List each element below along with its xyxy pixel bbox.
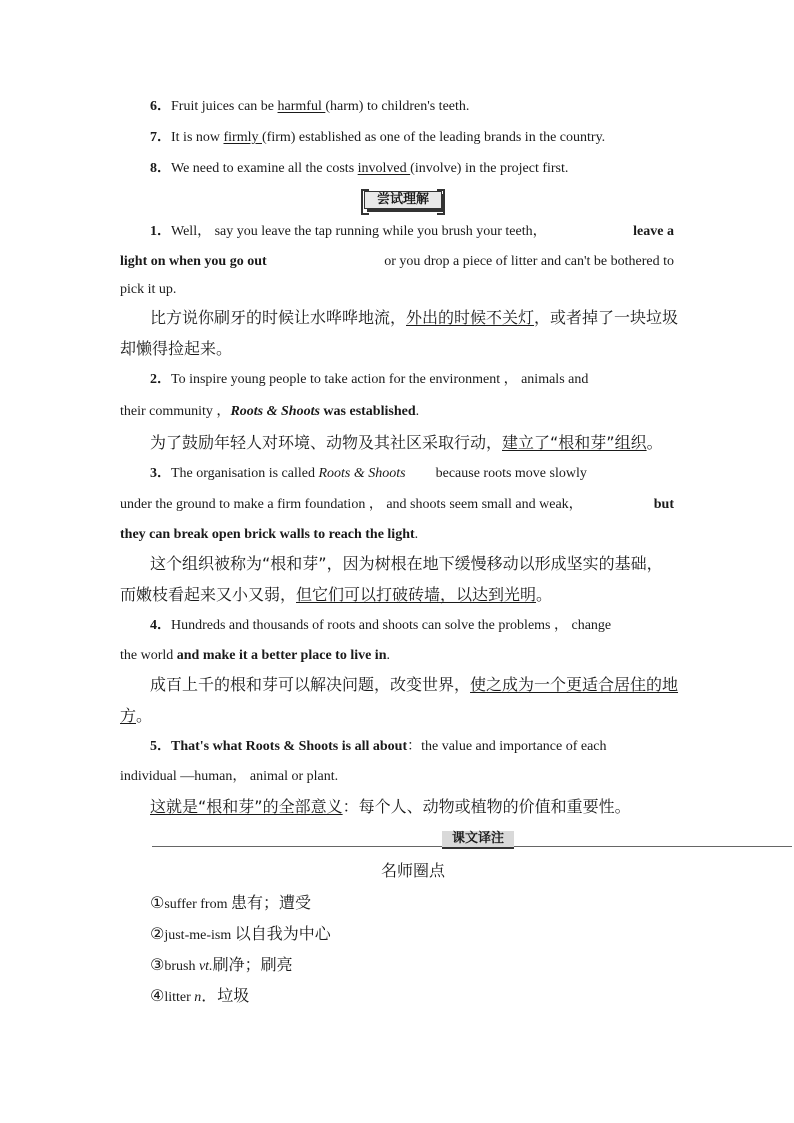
item-text: We need to examine all the costs xyxy=(171,161,358,176)
note-mark: ④ xyxy=(150,986,165,1005)
translation-text: 。 xyxy=(536,585,553,604)
sentence-1-translation-line-2 xyxy=(120,339,232,359)
note-item-2 xyxy=(150,924,331,946)
sentence-5-translation xyxy=(150,797,631,817)
sentence-number: 1． xyxy=(150,224,171,239)
sentence-1-translation-line-1 xyxy=(150,308,678,328)
sentence-text: their community ， xyxy=(120,404,231,419)
sentence-text: . xyxy=(386,648,390,663)
sentence-text: individual —human， animal or plant. xyxy=(120,769,339,784)
note-term: just-me-ism xyxy=(164,928,235,943)
sentence-3-line-2 xyxy=(120,495,674,515)
sentence-number: 4． xyxy=(150,618,171,633)
sentence-number: 5． xyxy=(150,739,171,754)
sentence-text: because roots move slowly xyxy=(435,466,587,481)
sentence-key-phrase: and make it a better place to live in xyxy=(176,648,387,663)
note-item-4 xyxy=(150,986,249,1008)
translation-text: 。 xyxy=(646,433,663,452)
sentence-1-line-1 xyxy=(120,222,674,242)
exercise-item-7 xyxy=(150,128,605,148)
note-mark: ③ xyxy=(150,955,165,974)
sentence-5-line-2 xyxy=(120,767,338,787)
section-title-annotations: 课文译注 xyxy=(442,831,514,849)
translation-key: 但它们可以打破砖墙，以达到光明 xyxy=(296,585,537,604)
item-text: Fruit juices can be xyxy=(171,99,278,114)
sentence-text: the world xyxy=(120,648,177,663)
translation-text: 而嫩枝看起来又小又弱， xyxy=(120,585,297,604)
sentence-2-line-1 xyxy=(150,370,588,390)
sentence-4-translation-line-1 xyxy=(150,675,678,695)
sentence-1-line-2 xyxy=(120,252,674,272)
sentence-4-translation-line-2 xyxy=(120,706,152,726)
item-text: It is now xyxy=(171,130,224,145)
translation-text: ，或者掉了一块垃圾 xyxy=(534,308,679,327)
note-part-of-speech: n xyxy=(194,990,202,1005)
item-number: 7． xyxy=(150,130,171,145)
note-part-of-speech: vt. xyxy=(198,959,213,974)
item-hint: (harm) to children's teeth. xyxy=(325,99,470,114)
sentence-text: under the ground to make a firm foundation ， and shoots seem small and weak， xyxy=(120,497,583,512)
sentence-3-line-3 xyxy=(120,525,418,545)
translation-text: ：每个人、动物或植物的价值和重要性。 xyxy=(342,797,631,816)
item-answer: involved xyxy=(357,161,411,176)
note-mark: ② xyxy=(150,924,165,943)
translation-key: 外出的时候不关灯 xyxy=(406,308,535,327)
sentence-key-name: Roots & Shoots xyxy=(318,466,406,481)
bracket-left xyxy=(361,189,369,215)
sentence-1-line-3 xyxy=(120,280,176,300)
note-meaning: ．垃圾 xyxy=(201,986,250,1005)
translation-key: 方 xyxy=(120,706,137,725)
sentence-text: pick it up. xyxy=(120,282,177,297)
sentence-key-phrase: but xyxy=(653,497,674,512)
sentence-text: The organisation is called xyxy=(171,466,319,481)
note-term: suffer from xyxy=(164,897,231,912)
sentence-key-phrase: they can break open brick walls to reach the light xyxy=(120,527,415,542)
bracket-right xyxy=(437,189,445,215)
section-title-text: 尝试理解 xyxy=(377,192,430,207)
sentence-text: . xyxy=(415,404,420,419)
translation-text: 比方说你刷牙的时候让水哗哗地流， xyxy=(150,308,407,327)
note-meaning: 以自我为中心 xyxy=(234,924,331,943)
exercise-item-8 xyxy=(150,159,568,179)
note-mark: ① xyxy=(150,893,165,912)
sentence-text: Well， say you leave the tap running while you brush your teeth， xyxy=(171,224,547,239)
translation-text: 成百上千的根和芽可以解决问题，改变世界， xyxy=(150,675,471,694)
item-hint: (firm) established as one of the leading brands in the country. xyxy=(262,130,606,145)
sentence-text: To inspire young people to take action for the environment ， animals and xyxy=(171,372,589,387)
note-item-3 xyxy=(150,955,293,977)
sentence-text: ：the value and importance of each xyxy=(407,739,607,754)
note-meaning: 刷净；刷亮 xyxy=(212,955,293,974)
note-term: litter xyxy=(164,990,195,1005)
sentence-text: Hundreds and thousands of roots and shoots can solve the problems ， change xyxy=(171,618,612,633)
sentence-2-translation xyxy=(150,433,663,453)
notes-subtitle: 名师圈点 xyxy=(381,861,446,880)
translation-key: 使之成为一个更适合居住的地 xyxy=(470,675,679,694)
sentence-5-line-1 xyxy=(150,737,607,757)
sentence-3-translation-line-2 xyxy=(120,585,552,605)
item-answer: harmful xyxy=(277,99,326,114)
sentence-3-line-1 xyxy=(150,464,587,484)
sentence-text: or you drop a piece of litter and can't be bothered to xyxy=(384,254,674,269)
translation-key: 建立了“根和芽”组织 xyxy=(502,433,647,452)
sentence-key-phrase: That's what Roots & Shoots is all about xyxy=(171,739,408,754)
sentence-3-translation-line-1 xyxy=(150,554,663,574)
sentence-4-line-1 xyxy=(150,616,611,636)
translation-text: 却懒得捡起来。 xyxy=(120,339,233,358)
translation-key: 这就是“根和芽”的全部意义 xyxy=(150,797,343,816)
sentence-2-line-2 xyxy=(120,402,419,422)
item-number: 8． xyxy=(150,161,171,176)
note-item-1 xyxy=(150,893,311,915)
translation-text: 这个组织被称为“根和芽”，因为树根在地下缓慢移动以形成坚实的基础， xyxy=(150,554,663,573)
item-hint: (involve) in the project first. xyxy=(410,161,569,176)
exercise-item-6 xyxy=(150,97,469,117)
translation-text: 为了鼓励年轻人对环境、动物及其社区采取行动， xyxy=(150,433,503,452)
sentence-number: 3． xyxy=(150,466,171,481)
sentence-number: 2． xyxy=(150,372,171,387)
sentence-key-phrase: leave a xyxy=(633,224,674,239)
sentence-key-phrase: light on when you go out xyxy=(120,254,267,269)
note-meaning: 患有；遭受 xyxy=(230,893,311,912)
item-answer: firmly xyxy=(223,130,262,145)
translation-text: 。 xyxy=(136,706,153,725)
note-term: brush xyxy=(164,959,199,974)
sentence-key-name: Roots & Shoots xyxy=(230,404,320,419)
sentence-4-line-2 xyxy=(120,646,390,666)
sentence-key-phrase: was established xyxy=(319,404,416,419)
sentence-text: . xyxy=(414,527,419,542)
section-title-try-understand xyxy=(364,191,442,209)
item-number: 6． xyxy=(150,99,171,114)
